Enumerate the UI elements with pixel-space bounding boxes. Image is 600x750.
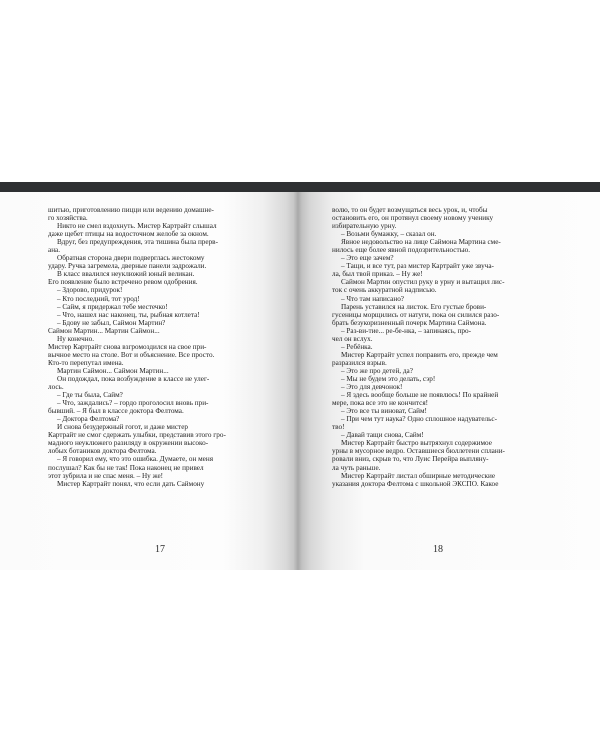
text-line: удару. Ручка загремела, дверные панели задрожали. <box>48 262 207 271</box>
text-line: го хозяйства. <box>48 214 88 223</box>
text-line: брать безукоризненный почерк Мартина Саймона. <box>332 318 487 327</box>
text-line: ла, был твой приказ. – Ну же! <box>332 270 423 279</box>
text-line: Саймон Мартин опустил руку в урну и вытащил лис- <box>341 278 505 287</box>
text-line: Мартин Саймон... Саймон Мартин... <box>57 366 169 375</box>
text-line: Его появление было встречено ревом одобрения. <box>48 278 198 287</box>
text-line: – Что, заждались? – гордо проголосил вновь при- <box>57 399 209 408</box>
text-line: Ну конечно. <box>57 334 95 343</box>
text-line: – Раз-ви-тие... ре-бе-нка, – запинаясь, про- <box>341 326 471 335</box>
text-line: ровали вниз, скрыв то, что Луис Перейра выпляну- <box>332 455 489 464</box>
text-line: – Что, нашел нас наконец, ты, рыбная котлета! <box>57 310 200 319</box>
text-line: разразился взрыв. <box>332 358 387 367</box>
right-page-text <box>332 206 544 488</box>
text-line: Мистер Картрайт быстро вытряхнул содержимое <box>341 439 492 448</box>
text-line: И снова безудержный гогот, и даже мистер <box>57 423 188 432</box>
text-line: бывший. – Я был в классе доктора Фелтома. <box>48 407 184 416</box>
text-line: избирательную урну. <box>332 222 397 231</box>
text-line: – Где ты была, Сайм? <box>57 391 123 400</box>
text-line: Парень уставился на листок. Его густые брови- <box>341 302 487 311</box>
text-line: – Тащи, и все тут, раз мистер Картрайт уже звуча- <box>341 262 494 271</box>
text-line: – Доктора Фелтома? <box>57 415 120 424</box>
text-line: остановить его, он протянул своему новому ученику <box>332 214 494 223</box>
text-line: Вдруг, без предупреждения, эта тишина была прерв- <box>57 238 218 247</box>
book-gutter <box>294 192 302 570</box>
text-line: – Это же про детей, да? <box>341 366 413 375</box>
text-line: – Мы не будем это делать, сэр! <box>341 374 436 383</box>
text-line: Явное недовольство на лице Саймона Мартина сме- <box>341 238 501 247</box>
text-line: ла чуть раньше. <box>332 463 381 472</box>
text-line: Саймон Мартин... Мартин Саймон... <box>48 326 160 335</box>
text-line: В класс ввалился неуклюжий юный великан. <box>57 270 195 279</box>
text-line: – Кто последний, тот урод! <box>57 294 140 303</box>
text-line: Мистер Картрайт понял, что если дать Саймону <box>57 479 205 488</box>
text-line: – Это все ты виноват, Сайм! <box>341 407 427 416</box>
text-line: – Бдову не забыл, Саймон Мартин? <box>57 318 166 327</box>
text-line: гусеницы морщились от натуги, пока он силился разо- <box>332 310 500 319</box>
text-line: – Я говорил ему, что это ошибка. Думаете, он меня <box>57 455 214 464</box>
text-line: – Что там написано? <box>341 294 404 303</box>
text-line: – Здорово, придурок! <box>57 286 123 295</box>
text-line: урны в мусорное ведро. Оставшиеся бюллетени сплани- <box>332 447 505 456</box>
text-line: ток с очень аккуратной надписью. <box>332 286 437 295</box>
text-line: – При чем тут наука? Одно сплошное надувательс- <box>341 415 497 424</box>
text-line: ана. <box>48 246 61 255</box>
text-line: Мистер Картрайт снова взгромоздился на свое при- <box>48 342 207 351</box>
left-page-text <box>48 206 272 488</box>
text-line: лось. <box>48 383 64 392</box>
text-line: послушал? Как бы не так! Пока наконец не привел <box>48 463 204 472</box>
text-line: Мистер Картрайт успел поправить его, прежде чем <box>341 350 498 359</box>
text-line: Кто-то перепутал имена. <box>48 358 124 367</box>
text-line: даже щебет птицы на водосточном желобе за окном. <box>48 230 209 239</box>
text-line: Обратная сторона двери подверглась жестокому <box>57 254 205 263</box>
text-line: нилось еще более явной подозрительностью. <box>332 246 471 255</box>
text-line: тво! <box>332 423 345 432</box>
text-line: – Сайм, я придержал тебе местечко! <box>57 302 168 311</box>
right-page <box>298 192 600 570</box>
text-line: – Возьми бумажку, – сказал он. <box>341 230 437 239</box>
text-line: – Это для девчонок! <box>341 383 403 392</box>
text-line: – Я здесь вообще больше не появлюсь! По крайней <box>341 391 499 400</box>
right-page-number: 18 <box>433 544 443 555</box>
text-line: вычное место на столе. Вот и объяснение. Все просто. <box>48 350 215 359</box>
text-line: Никто не смел вздохнуть. Мистер Картрайт слышал <box>57 222 217 231</box>
text-line: – Это еще зачем? <box>341 254 394 263</box>
text-line: мере, пока все это не кончится! <box>332 399 429 408</box>
text-line: – Давай тащи снова, Сайм! <box>341 431 424 440</box>
left-page-number: 17 <box>155 544 165 555</box>
text-line: чел он вслух. <box>332 334 373 343</box>
text-line: волю, то он будет возмущаться весь урок, и, чтобы <box>332 206 488 214</box>
text-line: Мистер Картрайт листал обширные методические <box>341 471 496 480</box>
text-line: шитью, приготовлению пицци или ведению домашне- <box>48 206 214 214</box>
text-line: этот зубрила и не спас меня. – Ну же! <box>48 471 164 480</box>
text-line: – Ребёнка. <box>341 342 373 351</box>
text-line: мадного неуклюжего разиляду в окружении высоко- <box>48 439 209 448</box>
book-spread <box>0 182 600 570</box>
left-page <box>0 192 298 570</box>
text-line: Он подождал, пока возбуждение в классе не улег- <box>57 374 210 383</box>
text-line: указания доктора Фелтома с школьной ЭКСПО. Какое <box>332 479 499 488</box>
text-line: Картрайт не смог сдержать улыбки, представив этого гро- <box>48 431 226 440</box>
text-line: лобых ботаников доктора Фелтома. <box>48 447 157 456</box>
